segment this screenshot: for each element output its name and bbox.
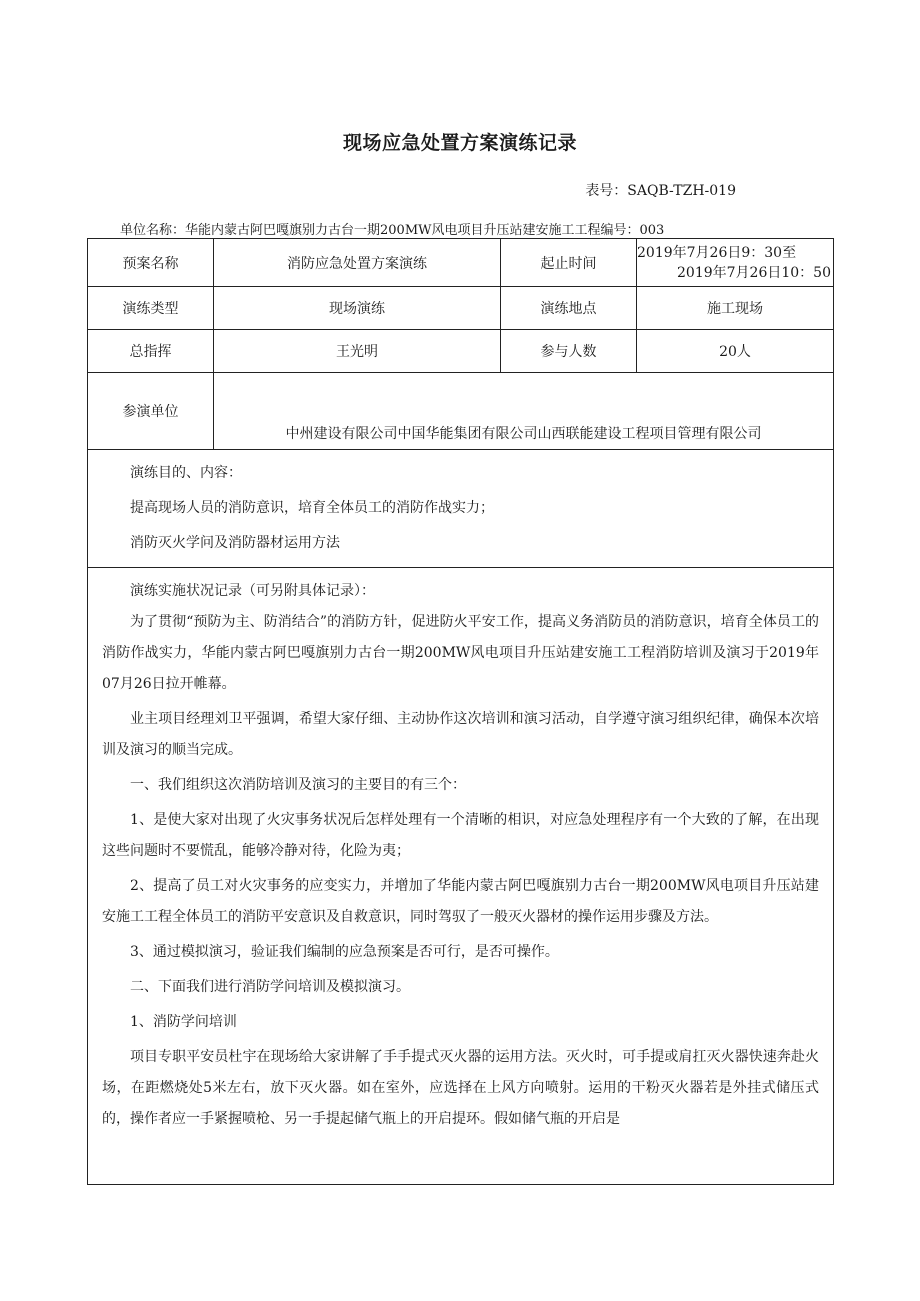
purpose-line-1: 提高现场人员的消防意识，培育全体员工的消防作战实力； [130, 500, 494, 516]
commander-label: 总指挥 [88, 330, 214, 373]
participants-label: 参与人数 [501, 330, 637, 373]
drill-location-value: 施工现场 [637, 287, 834, 330]
plan-name-label: 预案名称 [88, 239, 214, 287]
time-end: 2019年7月26日10：50 [677, 264, 831, 281]
commander-value: 王光明 [214, 330, 501, 373]
time-label: 起止时间 [501, 239, 637, 287]
record-paragraph: 业主项目经理刘卫平强调，希望大家仔细、主动协作这次培训和演习活动，自学遵守演习组织纪律，确保本次培训及演习的顺当完成。 [102, 711, 819, 758]
units-value: 中州建设有限公司中国华能集团有限公司山西联能建设工程项目管理有限公司 [214, 373, 834, 450]
record-paragraph: 为了贯彻“预防为主、防消结合”的消防方针，促进防火平安工作，提高义务消防员的消防意识，培育全体员工的消防作战实力，华能内蒙古阿巴嘎旗别力古台一期200MW风电项目升压站建安施工工程消防培训及演习于2019年07月26日拉开帷幕。 [102, 614, 819, 692]
participants-value: 20人 [637, 330, 834, 373]
drill-type-label: 演练类型 [88, 287, 214, 330]
purpose-heading: 演练目的、内容： [130, 465, 242, 481]
purpose-section [88, 450, 834, 568]
record-paragraph: 3、通过模拟演习，验证我们编制的应急预案是否可行，是否可操作。 [130, 944, 559, 960]
record-paragraph: 1、是使大家对出现了火灾事务状况后怎样处理有一个清晰的相识，对应急处理程序有一个大致的了解，在出现这些问题时不要慌乱，能够冷静对待，化险为夷； [102, 812, 819, 859]
units-label: 参演单位 [88, 373, 214, 450]
record-paragraph: 一、我们组织这次消防培训及演习的主要目的有三个： [130, 777, 466, 793]
time-start: 2019年7月26日9：30至 [637, 244, 797, 261]
purpose-line-2: 消防灭火学问及消防器材运用方法 [130, 535, 340, 551]
plan-name-value: 消防应急处置方案演练 [214, 239, 501, 287]
document-title: 现场应急处置方案演练记录 [342, 132, 577, 154]
record-paragraph: 项目专职平安员杜宇在现场给大家讲解了手手提式灭火器的运用方法。灭火时，可手提或肩扛灭火器快速奔赴火场，在距燃烧处5米左右，放下灭火器。如在室外，应选择在上风方向喷射。运用的干粉灭火器若是外挂式储压式的，操作者应一手紧握喷枪、另一手提起储气瓶上的开启提环。假如储气瓶的开启是 [102, 1049, 819, 1127]
time-value [637, 239, 834, 287]
record-paragraph: 2、提高了员工对火灾事务的应变实力，并增加了华能内蒙古阿巴嘎旗别力古台一期200MW风电项目升压站建安施工工程全体员工的消防平安意识及自救意识，同时驾驭了一般灭火器材的操作运用步骤及方法。 [102, 878, 819, 925]
drill-type-value: 现场演练 [214, 287, 501, 330]
record-section [88, 568, 834, 1185]
drill-location-label: 演练地点 [501, 287, 637, 330]
record-paragraph: 1、消防学问培训 [130, 1014, 237, 1030]
form-number: 表号：SAQB-TZH-019 [585, 183, 736, 199]
record-paragraph: 二、下面我们进行消防学问培训及模拟演习。 [130, 979, 410, 995]
record-heading: 演练实施状况记录（可另附具体记录）： [130, 583, 375, 599]
unit-line: 单位名称：华能内蒙古阿巴嘎旗别力古台一期200MW风电项目升压站建安施工工程编号：003 [120, 223, 665, 238]
drill-record-table [87, 238, 834, 1185]
